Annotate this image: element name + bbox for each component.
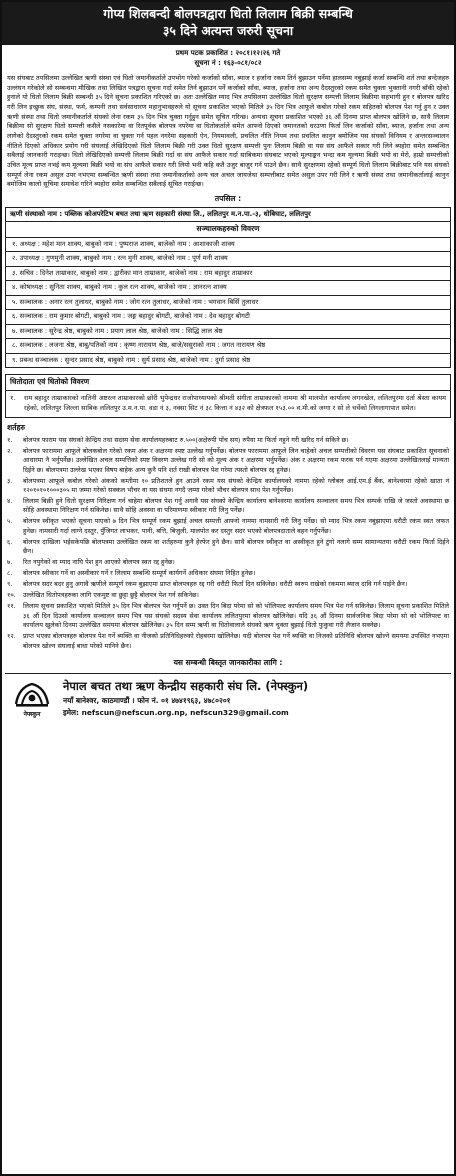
directors-heading-row	[6, 222, 451, 238]
director-row	[6, 252, 451, 267]
director-entry: १. अध्यक्ष : महेश मान शाक्य, बाबुको नाम : पुष्पराज शाक्य, बाजेको नाम : आशाकाजी शाक्य	[6, 237, 451, 252]
term-text: बोलपत्र सदर बदर हुनु अगावै ऋणीले सम्पूर्ण रकम बुझाएमा प्राप्त बोलपत्रहरु रद्द गरी धरौटी फिर्ता दिन सकिनेछ। धरौटी स्वरुप राखेको रकममा ब्याज दावि गर्न पाईने छैन।	[23, 580, 408, 589]
director-row	[6, 281, 451, 296]
term-item	[5, 447, 451, 475]
term-item	[5, 517, 451, 536]
footer	[5, 673, 451, 720]
director-row	[6, 339, 451, 354]
term-number: ९.	[7, 580, 13, 589]
term-number: १.	[7, 435, 13, 444]
director-entry: ५. सञ्चालक : अनार रत्न तुलाधर, बाबुको नाम : जोग रत्न तुलाधर, बाजेको नाम : भगवान बिर्सि तुलाधर	[6, 295, 451, 310]
directors-heading: सञ्चालकहरुको विवरण	[6, 222, 451, 238]
contact-label: यस सम्बन्धी बिस्तृत जानकारीका लागि :	[173, 658, 283, 668]
term-item	[5, 602, 451, 630]
terms-list	[5, 436, 451, 651]
term-number: ५.	[7, 517, 13, 526]
term-item	[5, 632, 451, 651]
term-text: बोलपत्रमा आफूले कबोल गरेको अंकको कम्तीमा १० प्रतिशतले हुन आउने रकम यस संघको केन्द्रिय कार्यालयको नाममा रहेको ग्लोबल आई.एम.ई बैंक, बानेश्वरमा रहेको खाता नं १२०१०१०१०००३०५ मा जम्मा गरेको सक्कल भौचर वा यस संघमा नगदै जम्मा गरेको भौचर बोलपत्र साथ पेश गर्नुपर्नेछ।	[23, 476, 449, 495]
term-item	[5, 538, 451, 557]
term-number: ६.	[7, 537, 13, 546]
collateral-body	[6, 391, 450, 418]
term-text: बोलपत्र स्वीकार गर्ने वा अस्वीकार गर्ने र लिलाम सम्बन्धि सम्पूर्ण कार्यगर्ने अधिकार संघमा निहित हुनेछ।	[23, 569, 256, 578]
term-item	[5, 580, 451, 589]
nefscun-logo	[5, 678, 59, 720]
term-item	[5, 477, 451, 496]
borrower-table	[5, 207, 451, 369]
term-number: १२.	[7, 632, 16, 641]
cooperative-hands-icon	[12, 678, 52, 710]
borrower-name: ऋणी संस्थाको नाम : पब्लिक कोअपरेटिभ बचत तथा ऋण सहकारी संस्था लि., ललितपुर म.न.पा.-३, धोबिघाट, ललितपुर	[6, 207, 451, 222]
collateral-heading: धितोदाता एवं धितोको विवरण	[6, 375, 450, 391]
director-row	[6, 310, 451, 325]
term-number: ७.	[7, 558, 13, 567]
notice-subtitle: ३५ दिने अत्यन्त जरुरी सूचना	[162, 22, 294, 38]
org-address: नयाँ बानेश्वर, काठमाण्डौं । फोन नं. ०१ ४७४१९६३, ४७८०२०१	[63, 696, 231, 706]
term-text: प्राप्त भएका बोलपत्रहरु बोलपत्र पेश गर्ने ब्यक्ति वा नीजको प्रतिनिधिहरुको रोहबरमा खोलिनेछ। यदी बोलपत्र पेश गर्ने ब्यक्ति वा निजको प्रतिनिधि बोलपत्र खोल्ने समयमा उपस्थित नभएमा बोलपत्र खोल्न संघलाई बाधा परेको मानिने छैन।	[23, 632, 449, 650]
term-item	[5, 569, 451, 578]
term-item	[5, 591, 451, 600]
term-item	[5, 497, 451, 516]
director-row	[6, 266, 451, 281]
logo-text: नेफ्स्कुन	[23, 710, 41, 718]
term-number: ८.	[7, 569, 13, 578]
term-number: २.	[7, 446, 13, 455]
title-banner	[2, 2, 454, 45]
publication-info	[5, 48, 451, 68]
term-text: बोलपत्र फाराममा आफूले बोलकबोल गरेको रकम अंक र अक्षरमा स्पष्ट उल्लेख गर्नुपर्नेछ। बोलपत्र फाराममा आफूले लिन चाहेको अचल सम्पत्तीको विवरण यस संघबाट प्रकाशित सूचनाको आधारमा नै भर्नुपर्नेछ। उल्लेखित अचल सम्पत्तिको स्पष्ट विवरण उल्लेख गरी सो को मूल्य अंक र अक्षरमा भर्नुपर्नेछ। अंक र अक्षरमा रकम फरक पर्न गएमा अक्षरमा उल्लेखितलाई मान्यता दिईने छ। बोलपत्रमा उल्लेख भएका विषय बाहेक अन्य कुनै पनि शर्त राखी बोलपत्र पेश गरेमा त्यस्तो बोलपत्र रद्द हुनेछ।	[23, 446, 449, 474]
term-number: १०.	[7, 591, 16, 600]
org-email: इमेल: nefscun@nefscun.org.np, nefscun329@gmail.com	[63, 707, 289, 717]
director-entry: ७. सञ्चालक : सुरेन्द्र श्रेष्ठ, बाबुको नाम : प्रयाग लाल श्रेष्ठ, बाजेको नाम : सिद्धि लाल श्रेष्ठ	[6, 324, 451, 339]
terms-heading: शर्तहरु	[7, 423, 26, 433]
borrower-row	[6, 207, 451, 222]
director-row	[6, 353, 451, 368]
schedule-heading: तपसिल :	[214, 194, 242, 204]
term-text: रित नपुगेको वा म्याद नाघि पेश हुन आएको बोलपत्र स्वत रद्द हुनेछ।	[23, 558, 175, 567]
term-text: उल्लेखित धितोपत्रहरुका लागि एकमुष्ट वा छुट्टा छुट्टै बोलपत्र पेश गर्न सकिनेछ।	[23, 591, 199, 600]
publication-date: प्रथम पटक प्रकाशित : २०८१।१२।२६ गते	[175, 48, 281, 57]
notice-number: सूचना नं : १६३-०८१/०८२	[194, 58, 262, 67]
director-row	[6, 237, 451, 252]
term-text: बोलपत्र दाखिला भईसकेपछि बोलपत्रमा उल्लेखित रकम वा शर्तहरुमा कुनै हेरफेर हुने छैन। साथै बोलपत्र स्वीकृत वा अस्वीकृत हुने टुंगो नलागे सम्म सामान्यतया धरौटी रकम फिर्ता दिईने छैन।	[23, 537, 449, 556]
director-row	[6, 324, 451, 339]
term-text: लिलाम सूचना प्रकाशित भएको मितिले ३५ दिन भित्र बोलपत्र पेश गर्नुपर्ने छ। उक्त दिन बिदा परेमा सो को भोलिपल्ट कार्यालय समय भित्र पेश गर्न सकिनेछ। लिलाम सूचना प्रकाशित मितिले ३६ औं दिन दिउसो कार्यालय सञ्चालन समय भित्र यस संघको सदस्य सेवा कार्यालय ललितपुरमा बोलपत्र खोलिनेछ। यदि ३६ औं दिनमा सार्वजनिक बिदा परेमा सो को भोलिपल्ट वा कार्यालय खुलेको दिनमा उल्लेखित समयमा बोलपत्र खोलिनेछ। ३५ दिन सम्म ऋणी वा धितोवालाले संघको ऋण चुक्ता बुझाई धितो फुकुवा गरी लैजान सक्नेछ।	[23, 602, 449, 630]
term-number: ११.	[7, 602, 16, 611]
director-entry: ९. प्रबन्ध सञ्चालक : सुन्दर प्रसाद श्रेष्ठ, बाबुको नाम : सुर्य प्रसाद श्रेष्ठ, बाजेको नाम : दुर्गा प्रसाद श्रेष्ठ	[6, 353, 451, 368]
director-entry: ८. सञ्चालक : लजना श्रेष्ठ, बाबु/पतिको नाम : कृष्ण नारायण श्रेष्ठ, बाजे/ससुराको नाम : जगत नारायण श्रेष्ठ	[6, 339, 451, 354]
collateral-number: १.	[10, 393, 16, 402]
director-row	[6, 295, 451, 310]
collateral-description: राम बहादुर ताम्राकारको नातिनी अष्टरत्न ताम्राकारको छोरी भुपेन्द्रधर राजोपाध्यायको श्रीमती संगीता ताम्राकारको नाममा श्री मालपोत कार्यालय लगनखेल, ललितपुरमा दर्ता श्रेस्ता कायम रहेको, ललितपुर जिल्ला साबिक ललितपुर उ.म.न.पा. वडा नं ३, नक्सा सिट नं ३८ कित्ता नं ४३२ को क्षेत्रफल १५३.०० व.मी.को जग्गा र सो ले चर्चेको लिगलागापात समेत।	[24, 393, 446, 412]
footer-info	[59, 679, 451, 719]
org-name: नेपाल बचत तथा ऋण केन्द्रीय सहकारी संघ लि. (नेफ्स्कुन)	[63, 678, 309, 693]
term-item	[5, 558, 451, 567]
term-text: बोलपत्र स्वीकृत भएको सूचना पाएको ७ दिन भित्र सम्पूर्ण रकम बुझाई अचल सम्पत्ती आफ्नो नाममा नामसारी गरी लिनु पर्नेछ। सो म्याद भित्र रकम नबुझाएमा धरौटी रकम स्वत जफत हुनेछ। नामसारी गर्दा लाग्ने दस्तुर, पुँजिगत लाभकर, पानी, बत्ति, बिजुली, मालपोत कर दस्तुर सदर भएको बोलपत्रदाताले बहन गर्नुपर्नेछ।	[23, 517, 449, 535]
term-number: ४.	[7, 497, 13, 505]
collateral-box	[5, 374, 451, 418]
term-text: बोलपत्र फाराम यस संघको केन्द्रिय तथा सदस्य सेवा कार्यालयहरुबाट रु.५००(अक्षेरुपी पाँच सय) रुपैया मा फिर्ता नहुने गरी खरिद गर्न सकिने छ।	[23, 435, 349, 444]
term-number: ३.	[7, 476, 13, 485]
term-text: लिलाम बिक्री हुने धितो सुरक्षण निरिक्षण गर्न चाहेमा बोलपत्र पेश गर्नु अगावै यस संघको केन्द्रिय कार्यालय बानेश्वरमा कार्यालय सञ्चालन समय भित्र सम्पर्क राखि जे जस्तो अवस्थामा छ सोहि अवस्थामा निरिक्षण गर्न सकिनेछ। साथै सोहि अवस्था वा परिमाणमा स्वीकार गरी लिनु पर्नेछ।	[23, 497, 449, 515]
notice-title: गोप्य शिलबन्दी बोलपत्रद्वारा धितो लिलाम बिक्री सम्बन्धि	[103, 6, 353, 21]
director-entry: ३. सचिव : दिनेश ताम्राकार, बाबुको नाम : द्वारीका मान ताम्राकार, बाजेको नाम : राम बहादुर ताम्राकार	[6, 266, 451, 281]
director-entry: २. उपाध्यक्ष : गुणमुनी शाक्य, बाबुको नाम : रत्न मुनी शाक्य, बाजेको नाम : पूर्ण मनी शाक्य	[6, 252, 451, 267]
term-item	[5, 436, 451, 445]
director-entry: ४. कोषाध्यक्ष : सुनिता शाक्य, बाबुको नाम : कुल रत्न शाक्य, बाजेको नाम : ज्ञानरत्न शाक्य	[6, 281, 451, 296]
director-entry: ६. सञ्चालक : राम कुमार बोगटी, बाबुको नाम : जङ्ग बहादुर बोगटी, बाजेको नाम : देव बहादुर बोगटी	[6, 310, 451, 325]
notice-body: यस संघबाट तपसिलमा उल्लेखित ऋणी संस्था एवं धितो जमानीकर्ताले उपभोग गरेको कर्जाको साँवा, ब्याज र हर्जाना रकम तिर्न बुझाउन पर्नेमा हालसम्म नबुझाई कर्जा सम्बन्धि शर्त तथा बन्देजहरु उल्लंघन गरेकोले सो सम्बन्धमा मौखिक तथा लिखित पत्रद्वारा सूचना गर्दा समेत तिर्न बुझाउन पर्ने कर्जाको साँवा, ब्याज, हर्जाना तथा अन्य दैदस्तुरको रकम समेत चुक्ता भुक्तानी नगरी बाँकी रहेको हुनाले यो धितो लिलाम बिक्री सम्बन्धी ३५ दिने सूचना प्रकाशित गरिएको छ। अतः उल्लेखित म्याद भित्र तपसिलमा उल्लेखित धितो सुरक्षण सम्पत्ती लिलाम बिक्रीमा सहभागी हुन र बोलपत्र खरिद गरी लिन इच्छुक संघ, संस्था, फर्म, कम्पनी तथा सर्वसाधारण महानुभावहरुले यो सूचना प्रकाशित भएको मितिले ३५ दिन भित्र आफूले कबोल गरेको रकम सहितको बोलपत्र पेश गर्नु हुन र उक्त ऋणी संस्था तथा धितो जमानीकर्ताले संघको लेना रकम ३५ दिन भित्र चुक्ता गर्नुहुन समेत सूचित गरिन्छ। अन्यथा सूचना प्रकाशित भएको ३६ औं दिनमा प्राप्त बोलपत्र खोलिने छ, साथै लिलाम बिक्रीमा सो सुरक्षण धितो सम्पत्ती कसैले नसकारेमा वा रितपूर्वक बोलपत्र नपरेमा वा धितोकर्ताले समेत आफ्नो दिएको जमानतको धरउणा फिर्ता लिन कर्जाको साँवा, ब्याज, हर्जाना तथा अन्य लागेको दैदस्तुरको रकम समेत चुक्ता नगरेमा वा चुक्ता गर्न पहल नगरेमा सहकारी ऐन, नियमावली, प्रचलित नीति नियम तथा प्रचलित कानुन बमोजिम यस संघको विनियम र अन्तरसञ्चालन नीतिले दिएको अधिकार प्रयोग गरी संघलाई लेखिदिएको धितो लिलाम बिक्री गरी उक्त धितो सुरक्षण सम्पत्ती पुनः लिलाम बिक्री वा यस संघ आफैले सकार गरी लिने ब्यहोरा समेत सम्बन्धित सबैलाई जानकारी गराइन्छ। धितो लेखिदिएको सम्पत्ती लिलाम बिक्री गर्दा वा संघ आफैले सकार गर्दा साबिकमा संघबाट भएको मूल्याङ्कन भन्दा कम मूल्यमा बिक्री भयो वा मेरो, हाम्रो सम्पत्तीको उचित मूल्य प्राप्त नभई कम मूल्यमा बिक्री भयो वा संघ आफैले सकार गरी लियो भनी कहि कतै उजुर बाजुर गर्न पाउने छैन। साथै सुरक्षणमा रहेको सम्पूर्ण धितो लिलाम बिक्रीबाट पनि यस संघको सम्पूर्ण लेना रकम असुल उपर नभएमा सम्बन्धित ऋणी संस्था तथा जमानीकर्ताको अन्य चल अचल जायजेथा सम्पत्तीबाट समेत असुल उपर गरी लिने र ऋणी संस्था तथा जमानीकर्तालाई कानुन बमोजिम कालो सूचिमा समावेश गरिने ब्यहोरा समेत सम्बन्धित सबैलाई सूचित गराईन्छ।	[7, 74, 449, 189]
